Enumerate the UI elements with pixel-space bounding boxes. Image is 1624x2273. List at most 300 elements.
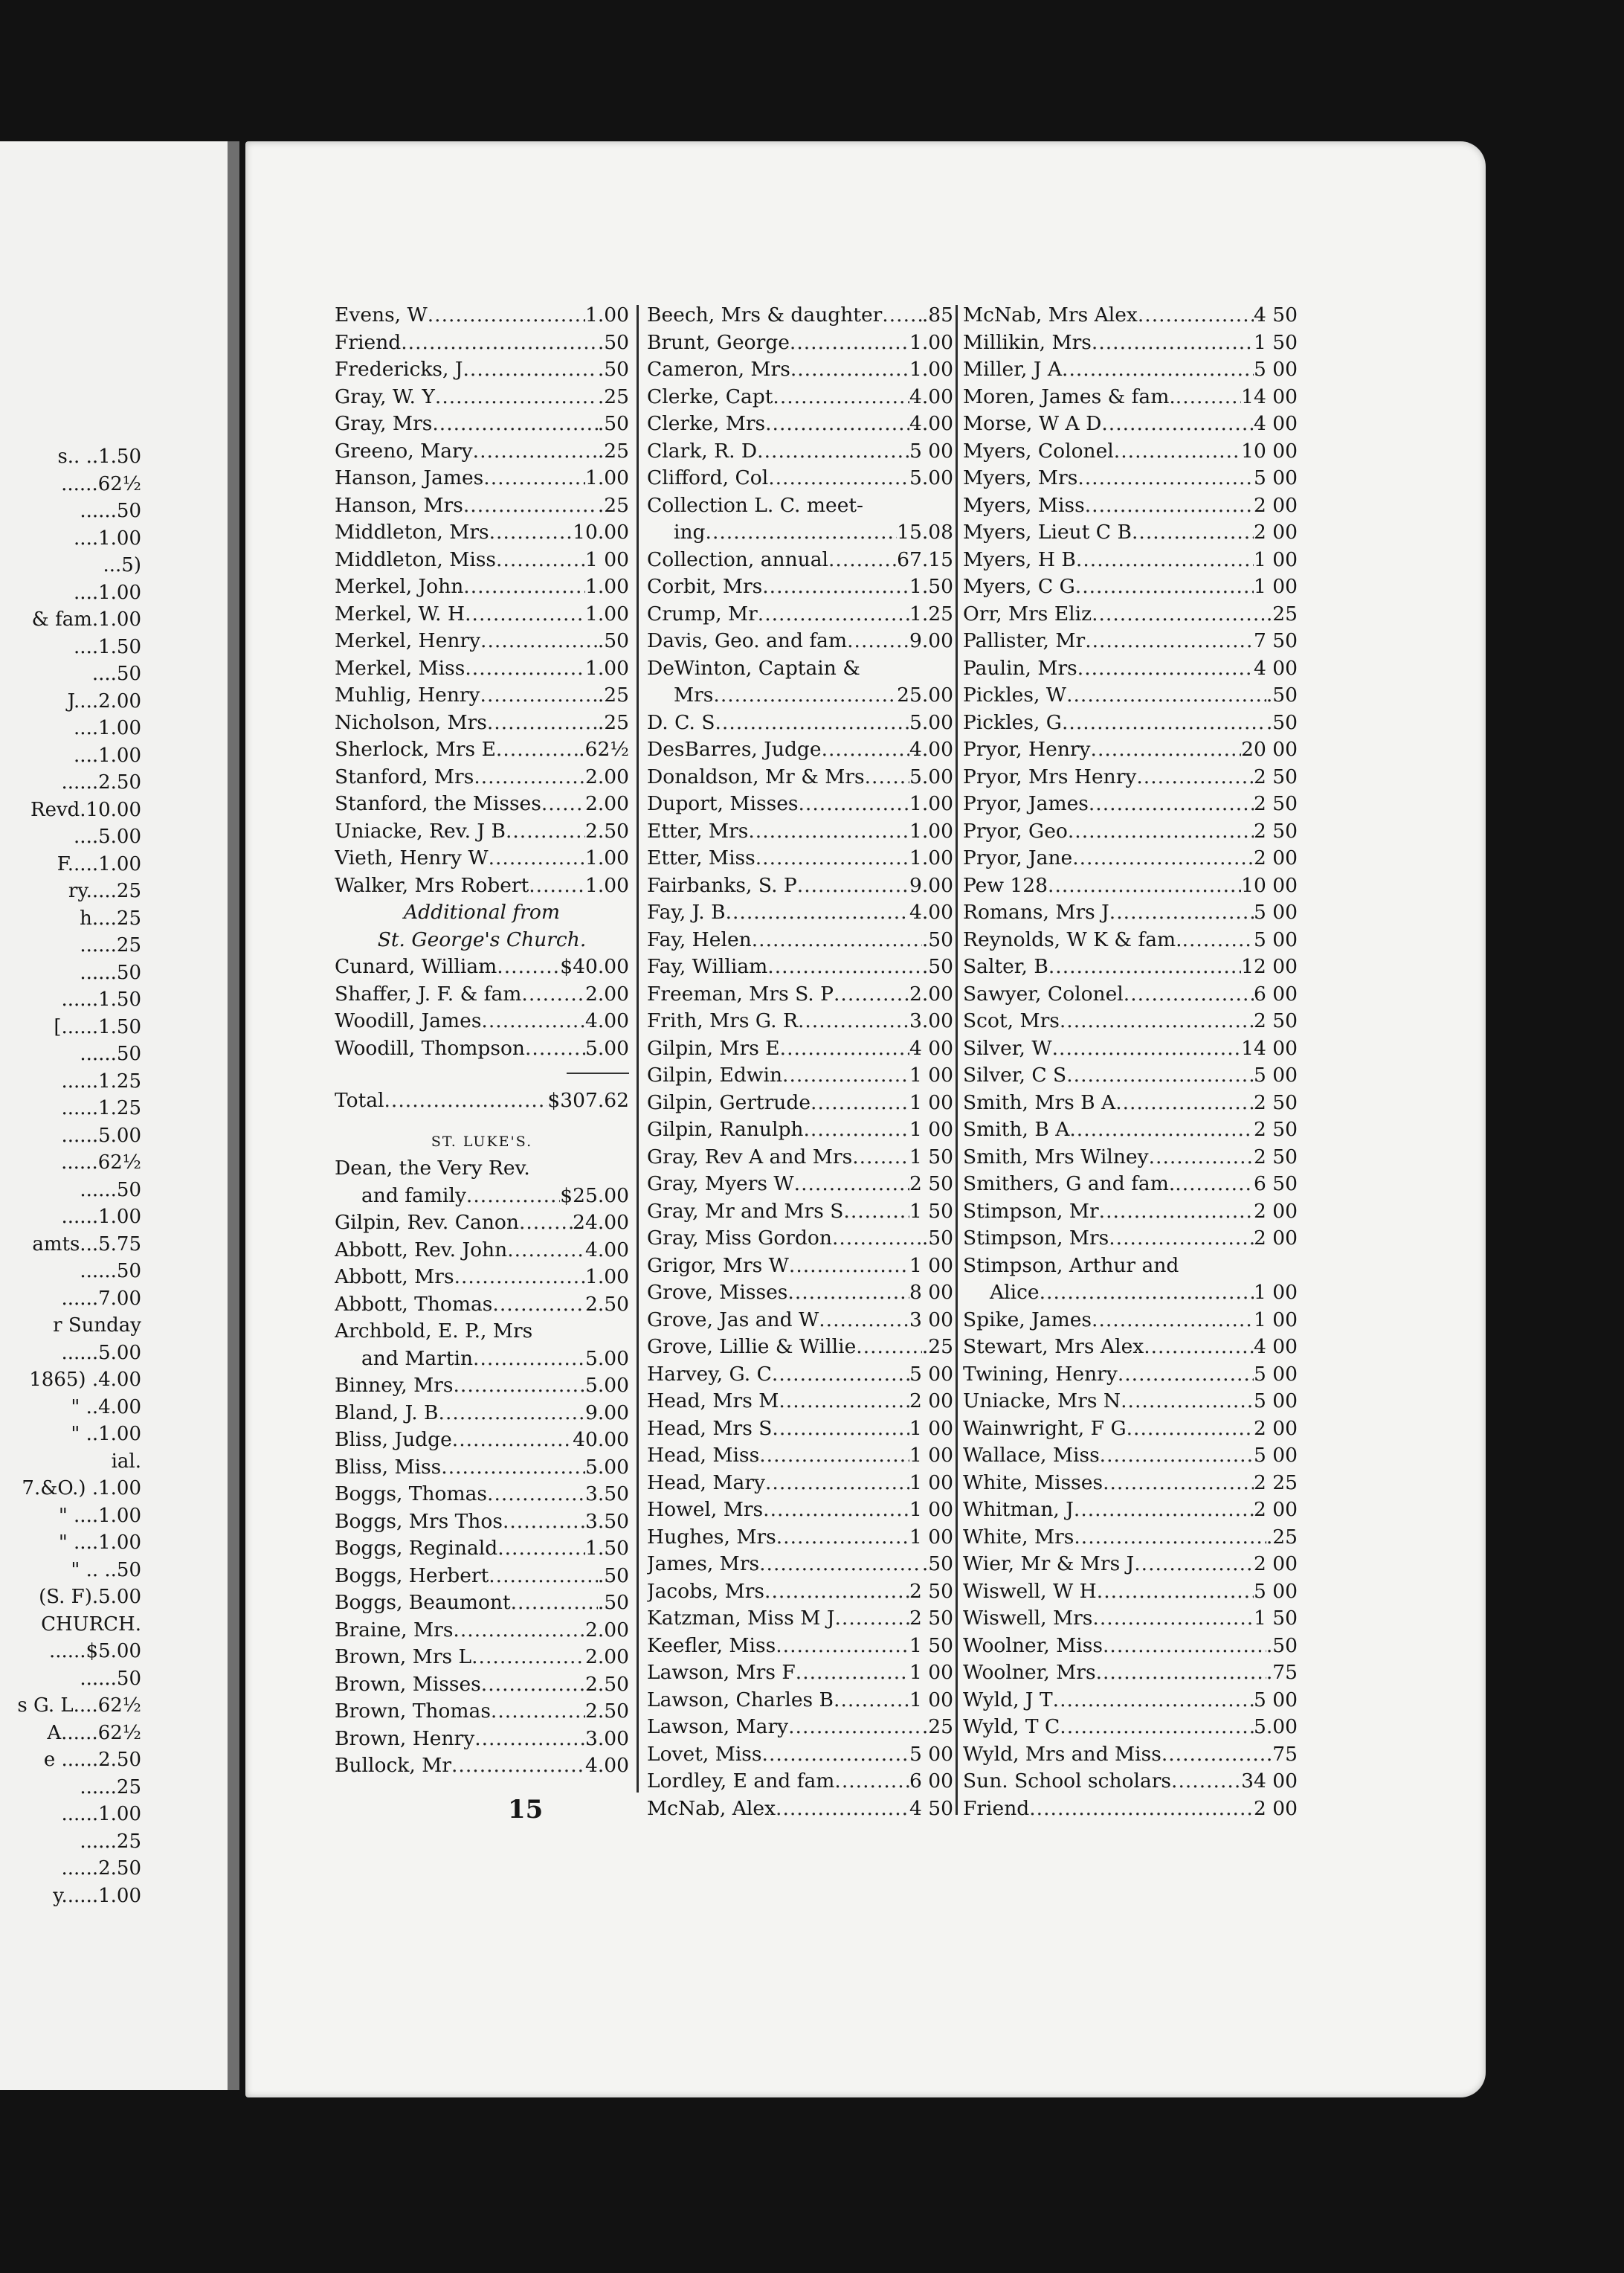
donor-entry — [647, 1090, 953, 1117]
donor-name: Stanford, the Misses — [335, 792, 541, 815]
donation-amount: 1.00 — [909, 846, 953, 869]
leader-dots — [1077, 655, 1254, 683]
donor-name: Woolner, Mrs — [963, 1661, 1096, 1684]
donor-entry — [963, 1361, 1298, 1389]
donor-entry — [335, 573, 629, 601]
donor-name: Brown, Thomas — [335, 1700, 491, 1723]
donor-entry — [963, 411, 1298, 438]
donor-name: Hanson, Mrs — [335, 493, 463, 517]
donor-entry — [963, 601, 1298, 628]
donor-entry — [335, 1155, 629, 1183]
fragment-line: y......1.00 — [53, 1884, 141, 1907]
donation-amount: 3.00 — [909, 1009, 953, 1032]
fragment-line: s G. L....62½ — [17, 1694, 141, 1717]
donor-entry — [647, 1415, 953, 1443]
leader-dots — [384, 1087, 548, 1115]
donor-entry — [647, 1035, 953, 1063]
donation-amount: 9.00 — [909, 873, 953, 897]
donor-name: Alice — [990, 1281, 1040, 1304]
leader-dots — [1040, 1279, 1254, 1307]
fragment-line: ....1.00 — [74, 527, 141, 550]
leader-dots — [757, 438, 909, 466]
donation-amount: 2.50 — [584, 819, 629, 843]
fragment-line: ......$5.00 — [48, 1640, 141, 1662]
donation-amount: 2.00 — [584, 792, 629, 815]
donation-amount: 5.00 — [1253, 1715, 1298, 1738]
leader-dots — [474, 1726, 585, 1753]
donor-name: Boggs, Reginald — [335, 1537, 498, 1560]
fragment-line: 7.&O.) .1.00 — [22, 1477, 141, 1499]
donation-amount: 9.00 — [584, 1401, 629, 1424]
donor-name: Abbott, Thomas — [335, 1292, 493, 1316]
donor-name: Head, Mrs S — [647, 1416, 773, 1440]
leader-dots — [852, 1144, 909, 1171]
donor-name: Collection, annual — [647, 547, 828, 571]
leader-dots — [882, 302, 922, 329]
donor-entry — [647, 1714, 953, 1741]
donation-amount: 1.50 — [909, 575, 953, 598]
donor-entry — [647, 547, 953, 574]
donor-entry — [963, 1714, 1298, 1741]
donor-entry — [335, 1481, 629, 1508]
donor-name: Middleton, Mrs — [335, 521, 489, 544]
donation-amount: 34 00 — [1241, 1769, 1298, 1793]
donor-name: Merkel, Henry — [335, 629, 481, 652]
donor-entry — [963, 302, 1298, 329]
donor-entry — [335, 710, 629, 737]
leader-dots — [748, 818, 909, 846]
donor-name: Beech, Mrs & daughter — [647, 303, 883, 327]
leader-dots — [798, 1008, 909, 1035]
total-row — [335, 1087, 629, 1115]
donor-name: Wier, Mr & Mrs J — [963, 1552, 1135, 1575]
donor-name: Cunard, William — [335, 955, 497, 978]
leader-dots — [1175, 1171, 1254, 1198]
donor-name: Gilpin, Mrs E — [647, 1036, 780, 1060]
donor-entry — [647, 1307, 953, 1334]
donation-amount: 1 50 — [1253, 1607, 1298, 1630]
donor-entry — [335, 1318, 629, 1346]
donation-amount: 1.00 — [584, 602, 629, 626]
leader-dots — [506, 818, 585, 846]
leader-dots — [439, 1400, 585, 1427]
leader-dots — [471, 1644, 585, 1671]
donor-entry — [963, 547, 1298, 574]
leader-dots — [780, 1035, 909, 1063]
leader-dots — [483, 465, 585, 492]
donor-name: Evens, W — [335, 303, 428, 327]
donor-entry — [647, 1768, 953, 1795]
donation-amount: 2.00 — [909, 982, 953, 1006]
donor-entry — [335, 1698, 629, 1726]
donation-amount: 1 50 — [909, 1199, 953, 1223]
donation-amount: 1 00 — [909, 1470, 953, 1494]
leader-dots — [465, 601, 585, 628]
donation-amount: .75 — [1266, 1661, 1298, 1684]
donation-amount: 6 00 — [909, 1769, 953, 1793]
donor-name: Spike, James — [963, 1308, 1092, 1331]
donor-entry — [963, 1442, 1298, 1470]
donation-amount: 4.00 — [909, 412, 953, 435]
donation-amount: 5 00 — [1253, 1064, 1298, 1087]
donor-entry — [963, 872, 1298, 900]
donor-entry — [963, 764, 1298, 791]
donor-entry — [647, 1116, 953, 1144]
donor-name: Twining, Henry — [963, 1362, 1118, 1386]
leader-dots — [1161, 1741, 1266, 1769]
donor-name: Frith, Mrs G. R — [647, 1009, 798, 1032]
donor-name: Boggs, Mrs Thos — [335, 1509, 503, 1533]
donor-name: Woodill, James — [335, 1009, 482, 1032]
fragment-line: ......1.25 — [61, 1097, 141, 1119]
leader-dots — [1118, 1361, 1254, 1389]
donor-entry — [963, 1008, 1298, 1035]
donation-amount: .50 — [1266, 684, 1298, 707]
donor-entry — [335, 1237, 629, 1264]
donor-entry — [963, 1090, 1298, 1117]
donor-name: Moren, James & fam. — [963, 385, 1176, 408]
fragment-line: [......1.50 — [54, 1015, 141, 1038]
donation-amount: 2 50 — [1253, 765, 1298, 788]
leader-dots — [1085, 492, 1254, 520]
donor-entry — [963, 1253, 1298, 1280]
donor-entry — [963, 899, 1298, 927]
leader-dots — [715, 710, 909, 737]
donor-name: Stimpson, Mr — [963, 1199, 1099, 1223]
donor-name: DeWinton, Captain & — [647, 656, 860, 680]
donor-entry — [335, 764, 629, 791]
donation-amount: 5.00 — [584, 1455, 629, 1479]
donation-amount: 4 00 — [909, 1036, 953, 1060]
donor-entry — [335, 655, 629, 683]
donation-amount: 1 50 — [909, 1145, 953, 1168]
leader-dots — [491, 1698, 585, 1726]
donation-amount: .50 — [597, 1563, 629, 1587]
donor-entry — [963, 465, 1298, 492]
donor-name: Orr, Mrs Eliz — [963, 602, 1092, 626]
donation-amount: 1 00 — [909, 1118, 953, 1141]
donation-amount: .75 — [1266, 1742, 1298, 1766]
fragment-line: " ....1.00 — [58, 1531, 141, 1554]
donor-entry — [647, 872, 953, 900]
fragment-line: 1865) .4.00 — [29, 1369, 141, 1391]
donor-name: Scot, Mrs — [963, 1009, 1060, 1032]
donor-entry — [335, 1726, 629, 1753]
donation-amount: 5 00 — [1253, 1579, 1298, 1603]
donor-name: Uniacke, Mrs N — [963, 1389, 1121, 1412]
leader-dots — [541, 791, 585, 818]
donor-name: D. C. S — [647, 710, 715, 734]
donor-name: Lawson, Mary — [647, 1715, 789, 1738]
donor-entry — [335, 384, 629, 411]
donor-entry — [647, 519, 953, 547]
donation-amount: 1.00 — [909, 792, 953, 815]
donor-entry — [963, 1307, 1298, 1334]
donor-name: Brown, Mrs L — [335, 1645, 472, 1668]
donor-name: Pryor, Geo — [963, 819, 1068, 843]
donor-name: Pryor, Mrs Henry — [963, 765, 1137, 788]
donor-entry — [647, 1524, 953, 1552]
donation-amount: 5 00 — [1253, 1389, 1298, 1412]
donation-amount: 1 50 — [909, 1633, 953, 1657]
donation-amount: .50 — [921, 955, 953, 978]
leader-dots — [480, 628, 598, 655]
donation-amount: 1 00 — [909, 1661, 953, 1684]
donation-amount: 2 00 — [1253, 1796, 1298, 1820]
leader-dots — [463, 492, 598, 520]
donor-entry — [963, 1496, 1298, 1524]
donor-name: Archbold, E. P., Mrs — [335, 1319, 533, 1343]
donor-entry — [963, 710, 1298, 737]
donor-name: Mrs — [674, 684, 714, 707]
leader-dots — [713, 682, 897, 710]
leader-dots — [487, 1481, 585, 1508]
donor-name: Fay, William — [647, 955, 768, 978]
donor-entry — [335, 981, 629, 1009]
leader-dots — [782, 1062, 909, 1090]
donor-name: Friend — [335, 330, 402, 354]
donation-amount: 15.08 — [897, 521, 953, 544]
donation-amount: .50 — [921, 1226, 953, 1250]
donation-amount: 4 00 — [1253, 412, 1298, 435]
fragment-line: ....50 — [91, 663, 141, 685]
donor-entry — [647, 1334, 953, 1361]
donor-name: Lordley, E and fam — [647, 1769, 835, 1793]
donation-amount: 1 50 — [1253, 330, 1298, 354]
donor-name: Lawson, Charles B — [647, 1688, 834, 1711]
donation-amount: .25 — [597, 684, 629, 707]
leader-dots — [819, 1307, 909, 1334]
donor-entry — [963, 655, 1298, 683]
fragment-line: & fam.1.00 — [31, 608, 141, 631]
donation-amount: 2 50 — [909, 1172, 953, 1195]
fragment-line: Revd.10.00 — [30, 798, 141, 821]
donor-name: Smithers, G and fam. — [963, 1172, 1176, 1195]
leader-dots — [726, 899, 909, 927]
donor-name: White, Mrs — [963, 1525, 1074, 1549]
donation-amount: 2 00 — [1253, 1552, 1298, 1575]
fragment-line: " ..1.00 — [71, 1423, 141, 1445]
fragment-line: amts...5.75 — [32, 1232, 141, 1256]
fragment-line: ...5) — [103, 554, 141, 576]
donor-name: Wyld, J T — [963, 1688, 1053, 1711]
donor-entry — [963, 981, 1298, 1009]
fragment-line: A......62½ — [47, 1721, 141, 1744]
donor-entry — [335, 1209, 629, 1237]
donation-amount: 2 50 — [909, 1607, 953, 1630]
donor-name: Gilpin, Gertrude — [647, 1090, 811, 1114]
donor-name: Myers, Mrs — [963, 466, 1078, 489]
leader-dots — [1052, 1035, 1242, 1063]
leader-dots — [1053, 1687, 1254, 1714]
donor-entry — [335, 818, 629, 846]
donor-entry — [335, 1372, 629, 1400]
leader-dots — [765, 411, 909, 438]
donor-entry — [647, 465, 953, 492]
donor-entry — [335, 1752, 629, 1780]
donor-name: and Martin — [361, 1346, 474, 1370]
donation-amount: 1 00 — [909, 1498, 953, 1521]
donor-entry — [647, 411, 953, 438]
donation-amount: 5.00 — [584, 1036, 629, 1060]
donor-name: Pallister, Mr — [963, 629, 1086, 652]
donor-name: Friend — [963, 1796, 1030, 1820]
donor-entry — [963, 1388, 1298, 1415]
leader-dots — [473, 438, 598, 466]
leader-dots — [1182, 927, 1254, 954]
leader-dots — [1074, 1496, 1254, 1524]
donor-name: Dean, the Very Rev. — [335, 1157, 530, 1180]
donation-amount: 1 00 — [909, 1090, 953, 1114]
donor-entry — [647, 1578, 953, 1606]
donor-name: Lawson, Mrs F — [647, 1661, 796, 1684]
donation-amount: .25 — [597, 385, 629, 408]
donor-name: Miller, J A — [963, 358, 1063, 381]
donor-entry — [335, 1535, 629, 1563]
fragment-line: " ..4.00 — [71, 1395, 141, 1418]
leader-dots — [511, 1589, 598, 1617]
donor-entry — [647, 682, 953, 710]
leader-dots — [843, 1198, 909, 1226]
donation-amount: 2 50 — [1253, 819, 1298, 843]
donor-name: Brunt, George — [647, 330, 790, 354]
fragment-line: ......25 — [80, 1830, 141, 1853]
spacer — [335, 1074, 629, 1087]
donor-entry — [647, 438, 953, 466]
donation-amount: .50 — [597, 412, 629, 435]
donor-name: Head, Miss — [647, 1444, 760, 1467]
donation-amount: .50 — [597, 330, 629, 354]
fragment-line: ry.....25 — [68, 880, 141, 902]
donor-entry — [647, 628, 953, 655]
leader-dots — [1149, 1144, 1254, 1171]
donor-entry — [963, 1524, 1298, 1552]
donor-entry — [647, 1225, 953, 1253]
donation-amount: 2 00 — [1253, 1199, 1298, 1223]
donation-amount: 5.00 — [909, 765, 953, 788]
donor-name: Pew 128 — [963, 873, 1048, 897]
donor-entry — [963, 1633, 1298, 1660]
leader-dots — [481, 1671, 585, 1699]
donor-entry — [647, 1442, 953, 1470]
leader-dots — [452, 1427, 573, 1454]
leader-dots — [503, 1508, 585, 1536]
donation-amount: 1 00 — [1253, 1308, 1298, 1331]
donor-entry — [647, 1062, 953, 1090]
donor-entry — [647, 1551, 953, 1578]
leader-dots — [496, 547, 585, 574]
donor-entry — [647, 1659, 953, 1687]
donor-entry — [647, 573, 953, 601]
leader-dots — [1060, 1714, 1254, 1741]
donor-name: Grove, Jas and W — [647, 1308, 819, 1331]
donor-name: Gilpin, Rev. Canon — [335, 1211, 519, 1234]
leader-dots — [492, 1291, 585, 1319]
fragment-line: ......25 — [80, 1775, 141, 1798]
donor-entry — [963, 682, 1298, 710]
leader-dots — [1062, 356, 1254, 384]
fragment-line: ......1.25 — [61, 1070, 141, 1093]
leader-dots — [776, 1633, 909, 1660]
donor-name: Grove, Lillie & Willie — [647, 1335, 857, 1358]
donation-amount: .85 — [921, 303, 953, 327]
leader-dots — [1060, 1008, 1254, 1035]
leader-dots — [466, 1183, 560, 1210]
leader-dots — [1048, 872, 1241, 900]
donation-amount: 5.00 — [584, 1346, 629, 1370]
donor-name: Myers, Colonel — [963, 439, 1114, 463]
leader-dots — [1074, 1524, 1266, 1552]
donor-entry — [963, 791, 1298, 818]
donor-name: McNab, Mrs Alex — [963, 303, 1138, 327]
donor-entry — [647, 1279, 953, 1307]
leader-dots — [463, 356, 598, 384]
donor-name: Fairbanks, S. P — [647, 873, 797, 897]
donor-name: Howel, Mrs — [647, 1498, 764, 1521]
leader-dots — [772, 1415, 909, 1443]
donor-name: Millikin, Mrs — [963, 330, 1092, 354]
donor-name: McNab, Alex — [647, 1796, 776, 1820]
fragment-line: ....5.00 — [74, 826, 141, 848]
leader-dots — [1132, 519, 1254, 547]
leader-dots — [451, 1752, 585, 1780]
donor-name: Grigor, Mrs W — [647, 1253, 789, 1277]
leader-dots — [776, 1795, 909, 1823]
fragment-line: ......5.00 — [61, 1124, 141, 1147]
donor-name: Crump, Mr — [647, 602, 758, 626]
donation-amount: 3.50 — [584, 1482, 629, 1505]
donation-amount: 5 00 — [1253, 901, 1298, 924]
donation-amount: 3.00 — [584, 1726, 629, 1750]
leader-dots — [1144, 1334, 1254, 1361]
donor-entry — [963, 1144, 1298, 1171]
donor-entry — [335, 601, 629, 628]
leader-dots — [799, 791, 909, 818]
donor-entry — [647, 1741, 953, 1769]
leader-dots — [789, 1253, 909, 1280]
fragment-line: ....1.50 — [74, 635, 141, 658]
donor-name: Clerke, Capt — [647, 385, 773, 408]
donor-name: Stewart, Mrs Alex — [963, 1335, 1144, 1358]
donor-name: Brown, Misses — [335, 1672, 481, 1696]
donor-name: DesBarres, Judge — [647, 738, 822, 761]
leader-dots — [1092, 1307, 1254, 1334]
fragment-line: ......50 — [80, 1260, 141, 1282]
donor-entry — [647, 845, 953, 872]
donor-name: Pryor, Henry — [963, 738, 1091, 761]
fragment-line: ......50 — [80, 1178, 141, 1201]
donor-name: Hanson, James — [335, 466, 484, 489]
donor-name: Myers, C G — [963, 575, 1075, 598]
donation-amount: 1.00 — [909, 819, 953, 843]
donor-name: Uniacke, Rev. J B — [335, 819, 506, 843]
leader-dots — [1096, 1659, 1266, 1687]
donor-entry — [335, 1454, 629, 1482]
donor-name: Duport, Misses — [647, 792, 799, 815]
donor-name: Clerke, Mrs — [647, 412, 766, 435]
donor-name: Clark, R. D — [647, 439, 758, 463]
donation-amount: 2 00 — [1253, 1498, 1298, 1521]
donation-amount: 1.00 — [584, 466, 629, 489]
donor-entry — [335, 1589, 629, 1617]
donor-name: Fay, Helen — [647, 927, 752, 951]
donation-amount: .25 — [597, 493, 629, 517]
donation-amount: 8 00 — [909, 1281, 953, 1304]
donation-amount: 5 00 — [909, 1362, 953, 1386]
leader-dots — [1103, 1470, 1254, 1497]
leader-dots — [453, 1617, 585, 1645]
donor-entry — [647, 791, 953, 818]
